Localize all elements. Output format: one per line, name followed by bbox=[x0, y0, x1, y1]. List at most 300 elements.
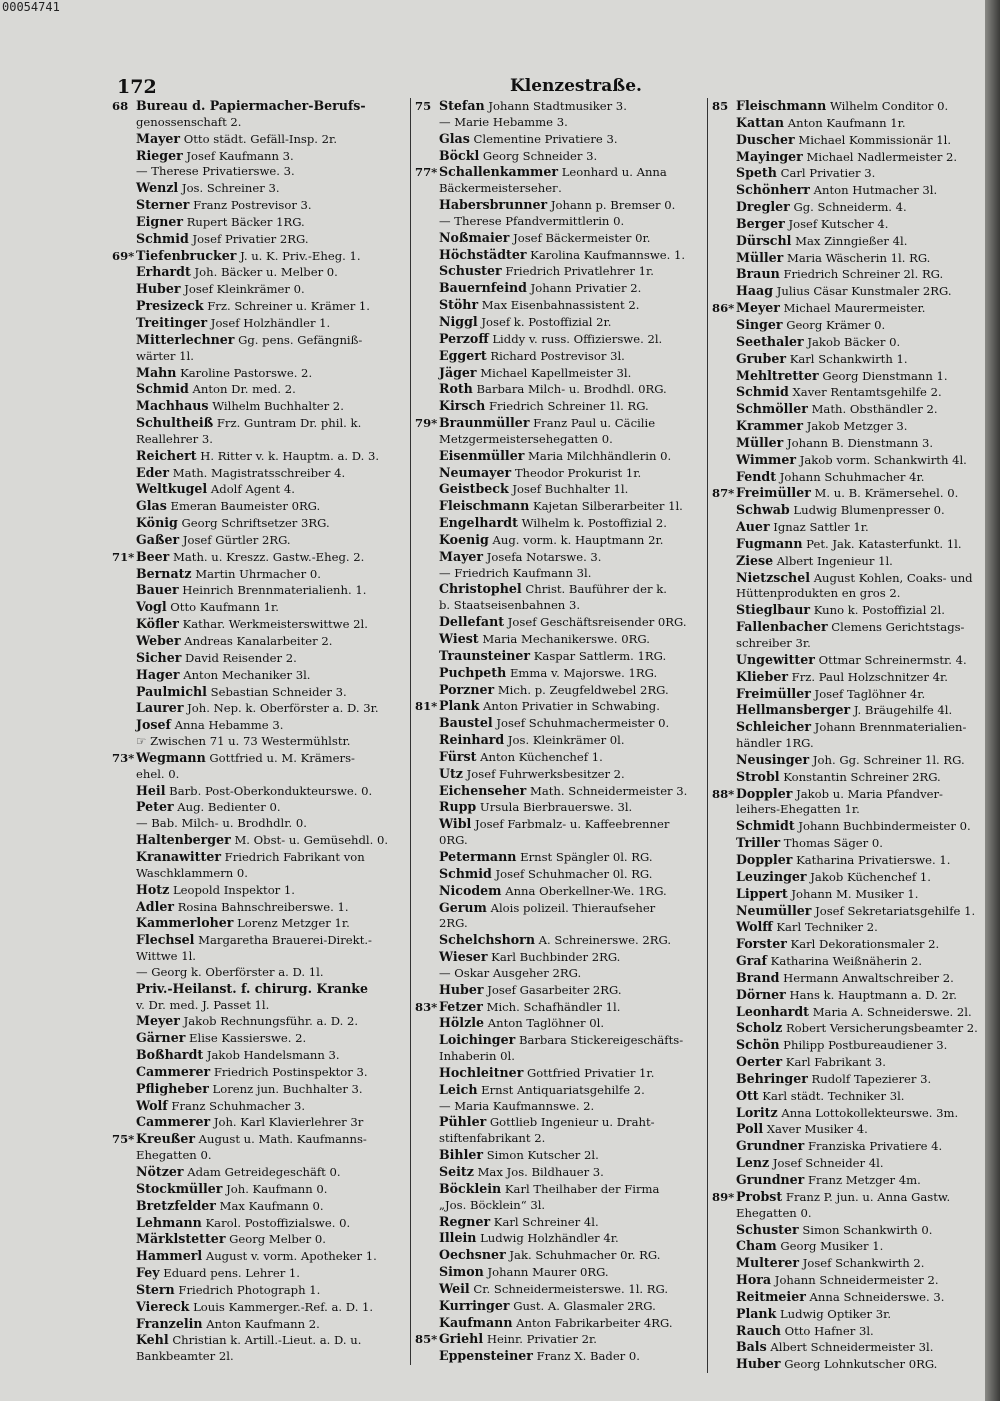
directory-entry bbox=[415, 749, 711, 766]
directory-entry bbox=[415, 1315, 711, 1332]
resident-surname: Boßhardt bbox=[136, 1047, 204, 1063]
resident-details: Hans k. Hauptmann a. D. 2r. bbox=[789, 987, 957, 1002]
resident-surname: Behringer bbox=[736, 1070, 808, 1086]
resident-surname: Erhardt bbox=[136, 264, 191, 280]
directory-entry bbox=[415, 648, 711, 665]
resident-surname: Wiest bbox=[439, 631, 479, 646]
resident-details: Gottfried Privatier 1r. bbox=[527, 1065, 655, 1080]
resident-surname: Neusinger bbox=[736, 751, 810, 767]
resident-details: Andreas Kanalarbeiter 2. bbox=[184, 634, 333, 648]
resident-details: Frz. Guntram Dr. phil. k. bbox=[216, 416, 362, 431]
directory-entry bbox=[112, 231, 410, 248]
resident-details: Jakob Metzger 3. bbox=[806, 419, 908, 434]
resident-details: wärter 1l. bbox=[136, 348, 194, 363]
directory-entry bbox=[415, 280, 711, 297]
resident-details: Adolf Agent 4. bbox=[210, 482, 295, 497]
resident-surname: Fugmann bbox=[736, 535, 803, 551]
resident-surname: Eigner bbox=[136, 213, 183, 229]
resident-details: Georg Melber 0. bbox=[229, 1232, 326, 1247]
resident-surname: Weber bbox=[136, 633, 181, 648]
resident-surname: Leonhardt bbox=[736, 1003, 809, 1019]
resident-details: Josef Kleinkrämer 0. bbox=[184, 282, 305, 297]
directory-entry bbox=[712, 149, 985, 166]
resident-surname: Josef bbox=[136, 717, 171, 733]
directory-entry bbox=[112, 1332, 410, 1349]
resident-surname: Geistbeck bbox=[439, 481, 509, 497]
resident-details: Konstantin Schreiner 2RG. bbox=[783, 769, 941, 784]
directory-entry bbox=[415, 448, 711, 465]
resident-surname: Mayer bbox=[439, 548, 484, 564]
resident-surname: Wenzl bbox=[136, 180, 179, 196]
resident-surname: Singer bbox=[736, 316, 783, 332]
directory-entry bbox=[712, 1323, 985, 1340]
directory-entry bbox=[712, 317, 985, 334]
resident-details: Michael Maurermeister. bbox=[783, 301, 926, 316]
directory-entry bbox=[415, 1114, 711, 1131]
resident-details: Barb. Post-Oberkondukteurswe. 0. bbox=[169, 783, 373, 798]
directory-entry bbox=[112, 164, 410, 180]
resident-surname: Ziese bbox=[736, 552, 774, 568]
resident-surname: Böcklein bbox=[439, 1180, 502, 1196]
directory-entry bbox=[712, 418, 985, 435]
resident-surname: Nötzer bbox=[136, 1164, 184, 1179]
directory-entry bbox=[112, 148, 410, 165]
resident-surname: Schallenkammer bbox=[439, 164, 559, 180]
resident-surname: Forster bbox=[736, 936, 787, 952]
resident-surname: Stöhr bbox=[439, 297, 479, 313]
resident-surname: Kammerloher bbox=[136, 915, 234, 931]
resident-surname: Meyer bbox=[136, 1013, 180, 1029]
resident-surname: Eggert bbox=[439, 347, 487, 363]
directory-entry bbox=[712, 165, 985, 182]
book-spine-edge bbox=[985, 0, 1000, 1401]
resident-surname: Cammerer bbox=[136, 1063, 211, 1079]
resident-surname: Utz bbox=[439, 765, 463, 781]
resident-details: Aug. vorm. k. Hauptmann 2r. bbox=[492, 532, 664, 547]
resident-surname: Seitz bbox=[439, 1164, 474, 1179]
resident-details: Anton Dr. med. 2. bbox=[192, 382, 296, 397]
resident-details: Maria A. Schneiderswe. 2l. bbox=[812, 1004, 972, 1019]
resident-surname: Wegmann bbox=[136, 749, 206, 765]
directory-entry bbox=[712, 1306, 985, 1323]
resident-details: Metzgermeistersehegatten 0. bbox=[439, 431, 613, 446]
page-number: 172 bbox=[117, 76, 157, 98]
directory-entry bbox=[415, 1214, 711, 1231]
resident-details: Michael Kapellmeister 3l. bbox=[480, 365, 632, 380]
directory-entry bbox=[712, 719, 985, 736]
directory-entry bbox=[712, 786, 985, 803]
directory-entry bbox=[415, 1230, 711, 1247]
resident-surname: Rupp bbox=[439, 799, 477, 815]
directory-entry bbox=[415, 982, 711, 999]
resident-details: Martin Uhrmacher 0. bbox=[195, 566, 321, 581]
resident-surname: Griehl bbox=[439, 1331, 484, 1347]
directory-entry bbox=[415, 98, 711, 115]
resident-details: Josef Gasarbeiter 2RG. bbox=[487, 982, 622, 997]
resident-details: Max Kaufmann 0. bbox=[219, 1198, 324, 1213]
directory-entry bbox=[712, 485, 985, 502]
directory-entry bbox=[112, 734, 410, 750]
resident-details: Max Zinngießer 4l. bbox=[795, 233, 908, 248]
resident-details: Lorenz Metzger 1r. bbox=[237, 916, 350, 931]
directory-entry bbox=[415, 1281, 711, 1298]
directory-column-3 bbox=[707, 98, 985, 1373]
resident-details: Simon Kutscher 2l. bbox=[486, 1148, 599, 1163]
resident-details: Ehegatten 0. bbox=[736, 1205, 812, 1220]
resident-surname: Schelchshorn bbox=[439, 932, 535, 948]
directory-entry bbox=[712, 903, 985, 920]
directory-entry bbox=[415, 131, 711, 148]
directory-entry bbox=[415, 1065, 711, 1082]
directory-entry bbox=[112, 197, 410, 214]
directory-entry bbox=[415, 549, 711, 566]
resident-details: M. Obst- u. Gemüsehdl. 0. bbox=[234, 833, 389, 848]
directory-entry bbox=[712, 1272, 985, 1289]
directory-entry bbox=[415, 532, 711, 549]
resident-surname: Fey bbox=[136, 1265, 160, 1281]
directory-entry bbox=[112, 965, 410, 981]
resident-surname: Fleischmann bbox=[736, 98, 827, 113]
resident-details: Eduard pens. Lehrer 1. bbox=[163, 1266, 300, 1281]
directory-entry bbox=[112, 899, 410, 916]
directory-entry bbox=[112, 248, 410, 265]
resident-surname: König bbox=[136, 515, 178, 531]
resident-surname: Dörner bbox=[736, 986, 786, 1002]
resident-surname: Kranawitter bbox=[136, 848, 221, 864]
directory-entry bbox=[112, 448, 410, 465]
resident-surname: Wibl bbox=[439, 816, 472, 832]
directory-entry bbox=[415, 566, 711, 582]
resident-surname: Lehmann bbox=[136, 1214, 202, 1230]
resident-surname: Schuster bbox=[736, 1221, 799, 1237]
resident-details: August Kohlen, Coaks- und bbox=[813, 570, 973, 585]
resident-surname: Weil bbox=[439, 1280, 470, 1296]
directory-entry bbox=[112, 1081, 410, 1098]
resident-surname: Glas bbox=[439, 130, 470, 146]
resident-details: Julius Cäsar Kunstmaler 2RG. bbox=[776, 284, 952, 299]
resident-surname: Sterner bbox=[136, 197, 190, 213]
resident-details: Johann Brennmaterialien- bbox=[814, 720, 967, 735]
directory-entry bbox=[712, 334, 985, 351]
resident-details: Karl Dekorationsmaler 2. bbox=[790, 937, 940, 952]
directory-entry bbox=[712, 936, 985, 953]
directory-entry bbox=[415, 614, 711, 631]
directory-entry bbox=[112, 1064, 410, 1081]
resident-details: Max Jos. Bildhauer 3. bbox=[477, 1165, 604, 1179]
resident-details: Adam Getreidegeschäft 0. bbox=[187, 1165, 341, 1179]
directory-entry bbox=[112, 381, 410, 398]
resident-surname: Wolff bbox=[736, 919, 773, 935]
directory-entry bbox=[415, 1099, 711, 1115]
resident-details: David Reisender 2. bbox=[185, 650, 297, 665]
resident-surname: Brand bbox=[736, 969, 780, 985]
resident-surname: Mayinger bbox=[736, 148, 803, 164]
resident-surname: Huber bbox=[439, 981, 484, 997]
directory-entry bbox=[415, 581, 711, 598]
resident-details: Louis Kammerger.-Ref. a. D. 1. bbox=[193, 1299, 374, 1314]
directory-entry bbox=[112, 315, 410, 332]
resident-details: ☞ Zwischen 71 u. 73 Westermühlstr. bbox=[136, 734, 351, 749]
directory-entry bbox=[112, 332, 410, 349]
resident-details: Georg Dienstmann 1. bbox=[822, 368, 948, 383]
resident-surname: Fallenbacher bbox=[736, 619, 828, 635]
directory-entry bbox=[112, 1148, 410, 1164]
directory-entry bbox=[112, 515, 410, 532]
resident-details: Josef Kutscher 4. bbox=[788, 216, 889, 231]
resident-surname: Reichert bbox=[136, 447, 197, 463]
directory-entry bbox=[712, 199, 985, 216]
directory-entry bbox=[712, 536, 985, 553]
resident-details: Franziska Privatiere 4. bbox=[808, 1139, 943, 1154]
resident-details: Heinrich Brennmaterialienh. 1. bbox=[182, 583, 367, 598]
directory-entry bbox=[112, 783, 410, 800]
house-number: 79* bbox=[415, 416, 438, 431]
directory-entry bbox=[712, 1121, 985, 1138]
resident-surname: Pfligheber bbox=[136, 1080, 209, 1096]
resident-surname: Perzoff bbox=[439, 330, 489, 346]
directory-entry bbox=[112, 432, 410, 448]
directory-entry bbox=[415, 1348, 711, 1365]
resident-details: Georg Musiker 1. bbox=[780, 1239, 884, 1254]
directory-entry bbox=[712, 802, 985, 818]
resident-surname: Hora bbox=[736, 1272, 772, 1288]
directory-entry bbox=[112, 949, 410, 965]
directory-entry bbox=[112, 1114, 410, 1131]
resident-surname: Dellefant bbox=[439, 614, 505, 630]
directory-entry bbox=[712, 1004, 985, 1021]
resident-details: Frz. Paul Holzschnitzer 4r. bbox=[791, 669, 948, 684]
directory-entry bbox=[415, 766, 711, 783]
resident-details: — Oskar Ausgeher 2RG. bbox=[439, 965, 582, 980]
resident-details: Maria Milchhändlerin 0. bbox=[528, 448, 672, 463]
resident-details: Anton Privatier in Schwabing. bbox=[482, 699, 660, 714]
directory-entry bbox=[415, 348, 711, 365]
resident-details: — Bab. Milch- u. Brodhdlr. 0. bbox=[136, 816, 307, 831]
directory-entry bbox=[712, 586, 985, 602]
resident-surname: Ott bbox=[736, 1087, 759, 1103]
resident-details: Emeran Baumeister 0RG. bbox=[170, 499, 321, 514]
resident-surname: Duscher bbox=[736, 131, 795, 147]
resident-details: Math. u. Kreszz. Gastw.-Eheg. 2. bbox=[173, 549, 365, 564]
resident-details: Ottmar Schreinermstr. 4. bbox=[818, 652, 967, 667]
resident-surname: Loichinger bbox=[439, 1032, 516, 1048]
directory-entry bbox=[112, 1349, 410, 1365]
resident-surname: Kirsch bbox=[439, 398, 486, 414]
resident-details: Ludwig Holzhändler 4r. bbox=[480, 1231, 619, 1246]
resident-surname: Köfler bbox=[136, 616, 179, 632]
directory-entry bbox=[112, 932, 410, 949]
resident-surname: Gaßer bbox=[136, 531, 180, 547]
resident-details: Josef Sekretariatsgehilfe 1. bbox=[815, 903, 976, 918]
resident-surname: Meyer bbox=[736, 300, 780, 316]
resident-surname: Illein bbox=[439, 1230, 477, 1246]
directory-entry bbox=[712, 300, 985, 317]
resident-surname: Nietzschel bbox=[736, 569, 810, 585]
resident-details: Josef Schneider 4l. bbox=[772, 1156, 884, 1171]
resident-surname: Märklstetter bbox=[136, 1231, 226, 1247]
resident-details: Josef Fuhrwerksbesitzer 2. bbox=[466, 766, 625, 781]
resident-surname: Hotz bbox=[136, 881, 170, 897]
resident-details: Michael Kommissionär 1l. bbox=[798, 132, 952, 147]
resident-surname: Loritz bbox=[736, 1104, 778, 1120]
resident-details: Friedrich Postinspektor 3. bbox=[213, 1064, 368, 1079]
directory-entry bbox=[712, 769, 985, 786]
directory-entry bbox=[112, 1265, 410, 1282]
resident-surname: Rauch bbox=[736, 1322, 781, 1338]
resident-surname: Strobl bbox=[736, 768, 780, 784]
directory-entry bbox=[112, 1215, 410, 1232]
archive-stamp: 00054741 bbox=[2, 0, 60, 14]
resident-surname: Hochleitner bbox=[439, 1064, 524, 1080]
resident-surname: Braunmüller bbox=[439, 415, 530, 431]
resident-details: Franz Postrevisor 3. bbox=[193, 198, 312, 213]
resident-details: Joh. Gg. Schreiner 1l. RG. bbox=[812, 752, 965, 767]
directory-entry bbox=[112, 298, 410, 315]
resident-details: Franz Schuhmacher 3. bbox=[171, 1098, 306, 1113]
resident-surname: Kreußer bbox=[136, 1131, 195, 1147]
resident-details: Josefa Notarswe. 3. bbox=[486, 549, 602, 564]
directory-entry bbox=[712, 1206, 985, 1222]
directory-entry bbox=[112, 866, 410, 882]
directory-entry bbox=[112, 1181, 410, 1198]
resident-details: Franz Metzger 4m. bbox=[808, 1173, 921, 1187]
resident-surname: Heil bbox=[136, 782, 166, 798]
directory-entry bbox=[112, 98, 410, 115]
resident-details: Johann Privatier 2. bbox=[530, 281, 642, 296]
resident-details: Bäckermeistersehег. bbox=[439, 181, 562, 196]
directory-entry bbox=[712, 752, 985, 769]
resident-surname: Haltenberger bbox=[136, 832, 231, 848]
resident-surname: Bretzfelder bbox=[136, 1197, 216, 1213]
resident-details: Ehegatten 0. bbox=[136, 1148, 212, 1163]
directory-entry bbox=[712, 132, 985, 149]
directory-entry bbox=[112, 616, 410, 633]
directory-entry bbox=[112, 465, 410, 482]
resident-surname: Auer bbox=[736, 519, 770, 535]
resident-surname: Bauer bbox=[136, 582, 179, 598]
directory-entry bbox=[112, 481, 410, 498]
resident-details: genossenschaft 2. bbox=[136, 114, 242, 129]
resident-details: Friedrich Privatlehrer 1r. bbox=[505, 264, 654, 279]
directory-entry bbox=[712, 852, 985, 869]
resident-details: Thomas Säger 0. bbox=[783, 836, 883, 851]
directory-entry bbox=[415, 263, 711, 280]
resident-details: Johann p. Bremser 0. bbox=[550, 198, 676, 213]
resident-surname: Fendt bbox=[736, 468, 777, 484]
resident-surname: Peter bbox=[136, 799, 174, 815]
house-number: 75* bbox=[112, 1132, 135, 1147]
resident-details: Leopold Inspektor 1. bbox=[172, 882, 295, 897]
resident-details: Mich. Schafhändler 1l. bbox=[486, 999, 621, 1014]
resident-details: J. Bräugehilfe 4l. bbox=[853, 703, 953, 718]
resident-details: „Jos. Böcklein“ 3l. bbox=[439, 1197, 546, 1212]
house-number: 87* bbox=[712, 486, 735, 501]
resident-details: Josef Holzhändler 1. bbox=[210, 315, 331, 330]
resident-details: stiftenfabrikant 2. bbox=[439, 1131, 546, 1146]
resident-details: Josef Schankwirth 2. bbox=[802, 1256, 925, 1271]
directory-entry bbox=[112, 832, 410, 849]
resident-details: Hüttenprodukten en gros 2. bbox=[736, 586, 901, 601]
resident-details: Josef k. Postoffizial 2r. bbox=[481, 314, 612, 329]
resident-details: Leonhard u. Anna bbox=[561, 165, 667, 180]
resident-surname: Speth bbox=[736, 165, 777, 181]
resident-surname: Kaufmann bbox=[439, 1314, 513, 1330]
resident-details: M. u. B. Krämersehel. 0. bbox=[814, 486, 959, 501]
resident-details: Anton Kaufmann 1r. bbox=[787, 115, 906, 130]
resident-details: Jakob Handelsmann 3. bbox=[206, 1048, 340, 1063]
directory-entry bbox=[415, 833, 711, 849]
directory-entry bbox=[112, 998, 410, 1014]
house-number: 81* bbox=[415, 699, 438, 714]
resident-surname: Noßmaier bbox=[439, 229, 510, 245]
resident-surname: Leuzinger bbox=[736, 868, 807, 884]
resident-surname: Wimmer bbox=[736, 451, 797, 467]
resident-surname: Eisenmüller bbox=[439, 447, 525, 463]
directory-entry bbox=[112, 532, 410, 549]
resident-details: Maria Wäscherin 1l. RG. bbox=[787, 250, 931, 265]
directory-entry bbox=[112, 816, 410, 832]
resident-surname: Graf bbox=[736, 953, 767, 969]
directory-entry bbox=[112, 498, 410, 515]
resident-surname: Regner bbox=[439, 1213, 491, 1229]
resident-details: Katharina Privatierswe. 1. bbox=[796, 852, 951, 867]
resident-surname: Stockmüller bbox=[136, 1180, 223, 1196]
resident-details: Margaretha Brauerei-Direkt.- bbox=[198, 933, 372, 948]
resident-details: August v. vorm. Apotheker 1. bbox=[205, 1249, 377, 1264]
resident-surname: Seethaler bbox=[736, 333, 804, 349]
directory-entry bbox=[415, 415, 711, 432]
resident-details: Friedrich Schreiner 1l. RG. bbox=[488, 399, 649, 414]
resident-surname: Engelhardt bbox=[439, 515, 518, 531]
directory-entry bbox=[112, 1164, 410, 1181]
directory-entry bbox=[415, 900, 711, 917]
directory-entry bbox=[712, 216, 985, 233]
directory-entry bbox=[712, 602, 985, 619]
resident-details: Ernst Antiquariatsgehilfe 2. bbox=[481, 1082, 645, 1097]
directory-column-2 bbox=[410, 98, 711, 1365]
directory-entry bbox=[415, 631, 711, 648]
directory-entry bbox=[415, 1298, 711, 1315]
directory-entry bbox=[712, 115, 985, 132]
resident-details: Anton Küchenchef 1. bbox=[480, 749, 603, 764]
directory-entry bbox=[712, 1155, 985, 1172]
resident-details: Johann Maurer 0RG. bbox=[487, 1265, 609, 1280]
resident-details: Joh. Bäcker u. Melber 0. bbox=[194, 265, 338, 280]
resident-details: Karoline Pastorswe. 2. bbox=[180, 365, 313, 380]
directory-entry bbox=[712, 736, 985, 752]
directory-entry bbox=[712, 636, 985, 652]
resident-surname: Hammerl bbox=[136, 1248, 203, 1264]
resident-details: Josef Farbmalz- u. Kaffeebrenner bbox=[474, 817, 670, 832]
resident-details: Josef Schuhmachermeister 0. bbox=[496, 716, 670, 731]
directory-entry bbox=[415, 849, 711, 866]
resident-details: Josef Bäckermeister 0r. bbox=[513, 230, 651, 245]
resident-details: Ludwig Optiker 3r. bbox=[779, 1306, 892, 1321]
resident-surname: Weltkugel bbox=[136, 481, 208, 497]
resident-surname: Cham bbox=[736, 1238, 777, 1254]
directory-entry bbox=[112, 365, 410, 382]
resident-details: Katharina Weißnäherin 2. bbox=[770, 954, 923, 969]
directory-entry bbox=[712, 1189, 985, 1206]
resident-details: Otto Hafner 3l. bbox=[784, 1323, 874, 1338]
directory-entry bbox=[415, 230, 711, 247]
resident-surname: Schmöller bbox=[736, 401, 808, 417]
resident-surname: Probst bbox=[736, 1188, 783, 1204]
resident-details: ehel. 0. bbox=[136, 766, 180, 781]
resident-surname: Doppler bbox=[736, 851, 793, 867]
directory-entry bbox=[712, 452, 985, 469]
directory-entry bbox=[415, 1181, 711, 1198]
